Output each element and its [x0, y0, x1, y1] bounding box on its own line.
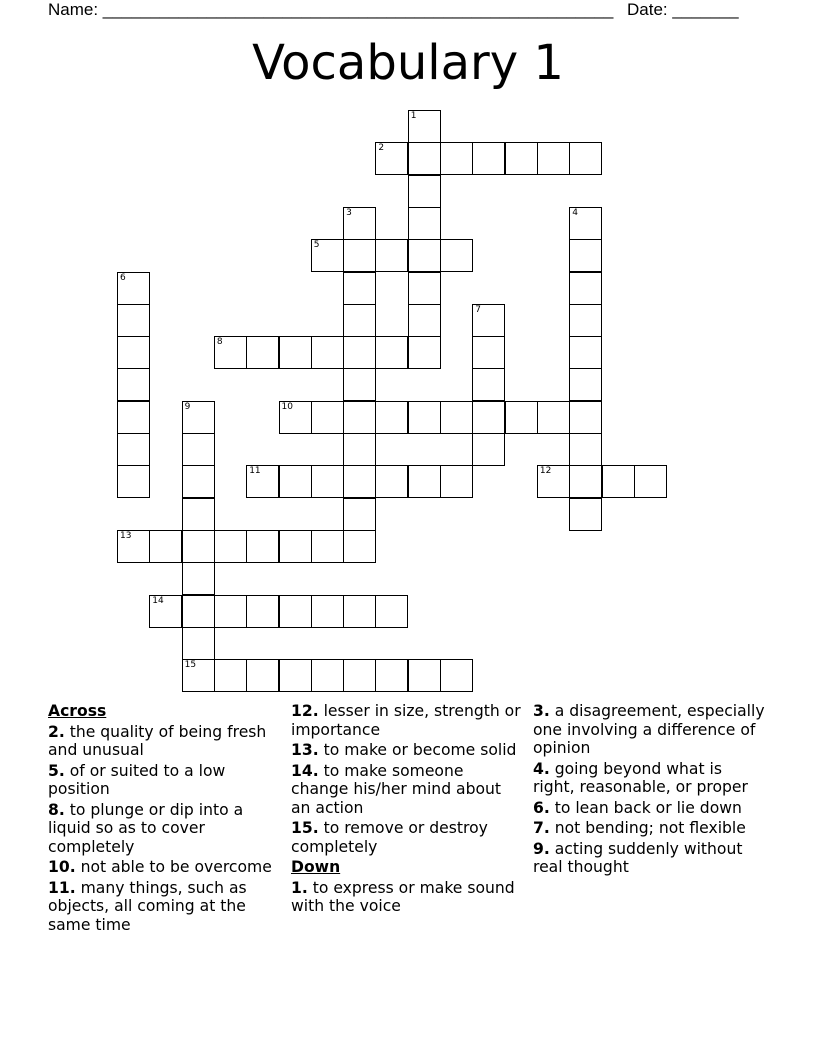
- crossword-cell[interactable]: [472, 433, 505, 466]
- crossword-cell[interactable]: [634, 465, 667, 498]
- cell-number: 2: [378, 143, 385, 154]
- clue-across: [48, 762, 280, 799]
- clue-across: [291, 741, 523, 760]
- cell-number: 15: [184, 660, 197, 671]
- crossword-cell[interactable]: [569, 368, 602, 401]
- crossword-cell[interactable]: [408, 239, 441, 272]
- crossword-cell[interactable]: [505, 142, 538, 175]
- clue-across: [48, 879, 280, 935]
- clue-down: [533, 760, 765, 797]
- crossword-cell[interactable]: [311, 465, 344, 498]
- name-field-label[interactable]: Name: ______________________________________________________: [48, 0, 614, 19]
- clue-text: to lean back or lie down: [549, 798, 742, 817]
- clue-text: lesser in size, strength or importance: [291, 702, 521, 739]
- crossword-cell[interactable]: [602, 465, 635, 498]
- crossword-cell[interactable]: [149, 530, 182, 563]
- clue-text: to remove or destroy completely: [291, 819, 488, 856]
- cell-number: 4: [572, 207, 578, 218]
- crossword-cell[interactable]: [311, 659, 344, 692]
- crossword-cell[interactable]: [311, 336, 344, 369]
- crossword-cell[interactable]: [182, 401, 215, 434]
- crossword-cell[interactable]: [117, 304, 150, 337]
- clue-across: [291, 819, 523, 856]
- clues-column-1: [48, 702, 280, 936]
- clues-column-3: [533, 702, 765, 879]
- crossword-cell[interactable]: [440, 465, 473, 498]
- crossword-cell[interactable]: [182, 433, 215, 466]
- crossword-cell[interactable]: [537, 465, 570, 498]
- clue-across: [48, 858, 280, 877]
- crossword-cell[interactable]: [246, 530, 279, 563]
- clue-text: not bending; not flexible: [549, 819, 746, 837]
- crossword-cell[interactable]: [537, 401, 570, 434]
- crossword-cell[interactable]: [279, 595, 312, 628]
- clue-number: 5.: [48, 761, 65, 780]
- crossword-cell[interactable]: [569, 336, 602, 369]
- clue-number: 12.: [291, 702, 319, 720]
- crossword-cell[interactable]: [569, 272, 602, 305]
- clue-down: [533, 799, 765, 818]
- crossword-cell[interactable]: [311, 239, 344, 272]
- crossword-cell[interactable]: [408, 401, 441, 434]
- crossword-cell[interactable]: [149, 595, 182, 628]
- crossword-cell[interactable]: [117, 401, 150, 434]
- crossword-cell[interactable]: [569, 465, 602, 498]
- crossword-cell[interactable]: [343, 239, 376, 272]
- crossword-cell[interactable]: [408, 336, 441, 369]
- crossword-cell[interactable]: [569, 401, 602, 434]
- cell-number: 10: [281, 401, 293, 412]
- clue-down: [291, 879, 523, 916]
- crossword-cell[interactable]: [440, 659, 473, 692]
- crossword-cell[interactable]: [343, 595, 376, 628]
- crossword-cell[interactable]: [408, 659, 441, 692]
- crossword-cell[interactable]: [279, 465, 312, 498]
- clue-number: 3.: [533, 702, 550, 720]
- crossword-cell[interactable]: [214, 659, 247, 692]
- cell-number: 8: [216, 337, 223, 348]
- crossword-cell[interactable]: [408, 304, 441, 337]
- clue-text: to make someone change his/her mind about an action: [291, 761, 502, 817]
- crossword-cell[interactable]: [343, 272, 376, 305]
- cell-number: 13: [120, 530, 132, 541]
- crossword-cell[interactable]: [408, 207, 441, 240]
- clue-text: the quality of being fresh and unusual: [48, 722, 267, 759]
- clue-number: 9.: [533, 839, 550, 858]
- crossword-cell[interactable]: [182, 465, 215, 498]
- crossword-cell[interactable]: [343, 336, 376, 369]
- crossword-cell[interactable]: [311, 530, 344, 563]
- crossword-cell[interactable]: [375, 142, 408, 175]
- crossword-cell[interactable]: [472, 401, 505, 434]
- clue-text: going beyond what is right, reasonable, or proper: [533, 759, 748, 796]
- clue-down: [533, 819, 765, 838]
- crossword-cell[interactable]: [117, 465, 150, 498]
- crossword-cell[interactable]: [375, 659, 408, 692]
- crossword-cell[interactable]: [214, 595, 247, 628]
- cell-number: 9: [184, 401, 191, 412]
- crossword-cell[interactable]: [117, 368, 150, 401]
- crossword-cell[interactable]: [117, 433, 150, 466]
- crossword-cell[interactable]: [343, 207, 376, 240]
- clue-number: 4.: [533, 759, 550, 778]
- clue-number: 11.: [48, 878, 76, 897]
- crossword-cell[interactable]: [246, 659, 279, 692]
- clue-number: 2.: [48, 722, 65, 741]
- crossword-cell[interactable]: [214, 530, 247, 563]
- crossword-cell[interactable]: [182, 498, 215, 531]
- crossword-cell[interactable]: [440, 239, 473, 272]
- crossword-cell[interactable]: [246, 595, 279, 628]
- clue-text: to express or make sound with the voice: [291, 878, 515, 915]
- clue-across: [48, 723, 280, 760]
- clues-column-2: [291, 702, 523, 918]
- crossword-cell[interactable]: [343, 659, 376, 692]
- crossword-cell[interactable]: [279, 659, 312, 692]
- clue-text: a disagreement, especially one involving a difference of opinion: [533, 702, 765, 757]
- crossword-cell[interactable]: [440, 142, 473, 175]
- cell-number: 3: [346, 207, 352, 218]
- across-heading: Across: [48, 702, 107, 720]
- crossword-cell[interactable]: [279, 336, 312, 369]
- clue-text: acting suddenly without real thought: [533, 839, 743, 876]
- crossword-cell[interactable]: [279, 530, 312, 563]
- crossword-cell[interactable]: [375, 465, 408, 498]
- clue-number: 13.: [291, 741, 319, 759]
- crossword-cell[interactable]: [375, 595, 408, 628]
- crossword-cell[interactable]: [343, 498, 376, 531]
- crossword-cell[interactable]: [537, 142, 570, 175]
- clue-number: 6.: [533, 798, 550, 817]
- clue-text: not able to be overcome: [75, 858, 272, 876]
- crossword-cell[interactable]: [440, 401, 473, 434]
- crossword-cell[interactable]: [569, 433, 602, 466]
- clue-number: 10.: [48, 858, 76, 876]
- clue-number: 8.: [48, 800, 65, 819]
- crossword-cell[interactable]: [343, 465, 376, 498]
- clue-number: 7.: [533, 819, 550, 837]
- crossword-cell[interactable]: [472, 336, 505, 369]
- cell-number: 14: [152, 595, 164, 606]
- crossword-cell[interactable]: [408, 175, 441, 208]
- crossword-cell[interactable]: [214, 336, 247, 369]
- crossword-cell[interactable]: [182, 627, 215, 660]
- crossword-cell[interactable]: [343, 401, 376, 434]
- crossword-cell[interactable]: [117, 336, 150, 369]
- crossword-cell[interactable]: [408, 110, 441, 143]
- date-field-label[interactable]: Date: _______: [627, 0, 739, 19]
- crossword-cell[interactable]: [343, 530, 376, 563]
- crossword-cell[interactable]: [246, 465, 279, 498]
- crossword-cell[interactable]: [246, 336, 279, 369]
- crossword-cell[interactable]: [375, 239, 408, 272]
- crossword-cell[interactable]: [408, 272, 441, 305]
- crossword-cell[interactable]: [408, 142, 441, 175]
- crossword-cell[interactable]: [311, 401, 344, 434]
- crossword-cell[interactable]: [117, 272, 150, 305]
- cell-number: 5: [313, 240, 320, 251]
- clue-text: many things, such as objects, all coming at the same time: [48, 878, 247, 934]
- clue-across: [291, 702, 523, 739]
- crossword-cell[interactable]: [569, 498, 602, 531]
- crossword-cell[interactable]: [408, 465, 441, 498]
- cell-number: 1: [410, 111, 417, 121]
- crossword-cell[interactable]: [182, 530, 215, 563]
- cell-number: 12: [539, 466, 552, 477]
- crossword-cell[interactable]: [117, 530, 150, 563]
- crossword-cell[interactable]: [505, 401, 538, 434]
- clue-text: to plunge or dip into a liquid so as to cover completely: [48, 800, 244, 856]
- clue-number: 1.: [291, 878, 308, 897]
- clue-text: of or suited to a low position: [48, 761, 226, 798]
- clue-text: to make or become solid: [318, 741, 517, 759]
- crossword-cell[interactable]: [569, 207, 602, 240]
- clue-across: [291, 762, 523, 818]
- cell-number: 11: [249, 466, 261, 477]
- clue-number: 15.: [291, 819, 319, 837]
- crossword-cell[interactable]: [569, 142, 602, 175]
- crossword-cell[interactable]: [182, 562, 215, 595]
- crossword-cell[interactable]: [472, 142, 505, 175]
- crossword-cell[interactable]: [472, 368, 505, 401]
- crossword-cell[interactable]: [472, 304, 505, 337]
- crossword-cell[interactable]: [311, 595, 344, 628]
- cell-number: 6: [120, 272, 126, 283]
- clue-down: [533, 702, 765, 758]
- crossword-cell[interactable]: [375, 336, 408, 369]
- page-title: Vocabulary 1: [252, 35, 564, 91]
- crossword-cell[interactable]: [569, 304, 602, 337]
- down-heading: Down: [291, 858, 341, 876]
- crossword-cell[interactable]: [343, 433, 376, 466]
- crossword-cell[interactable]: [279, 401, 312, 434]
- cell-number: 7: [475, 304, 482, 315]
- clue-down: [533, 840, 765, 877]
- crossword-cell[interactable]: [182, 595, 215, 628]
- crossword-cell[interactable]: [182, 659, 215, 692]
- crossword-cell[interactable]: [375, 401, 408, 434]
- crossword-cell[interactable]: [343, 368, 376, 401]
- crossword-cell[interactable]: [343, 304, 376, 337]
- clue-number: 14.: [291, 761, 319, 780]
- crossword-cell[interactable]: [569, 239, 602, 272]
- clue-across: [48, 801, 280, 857]
